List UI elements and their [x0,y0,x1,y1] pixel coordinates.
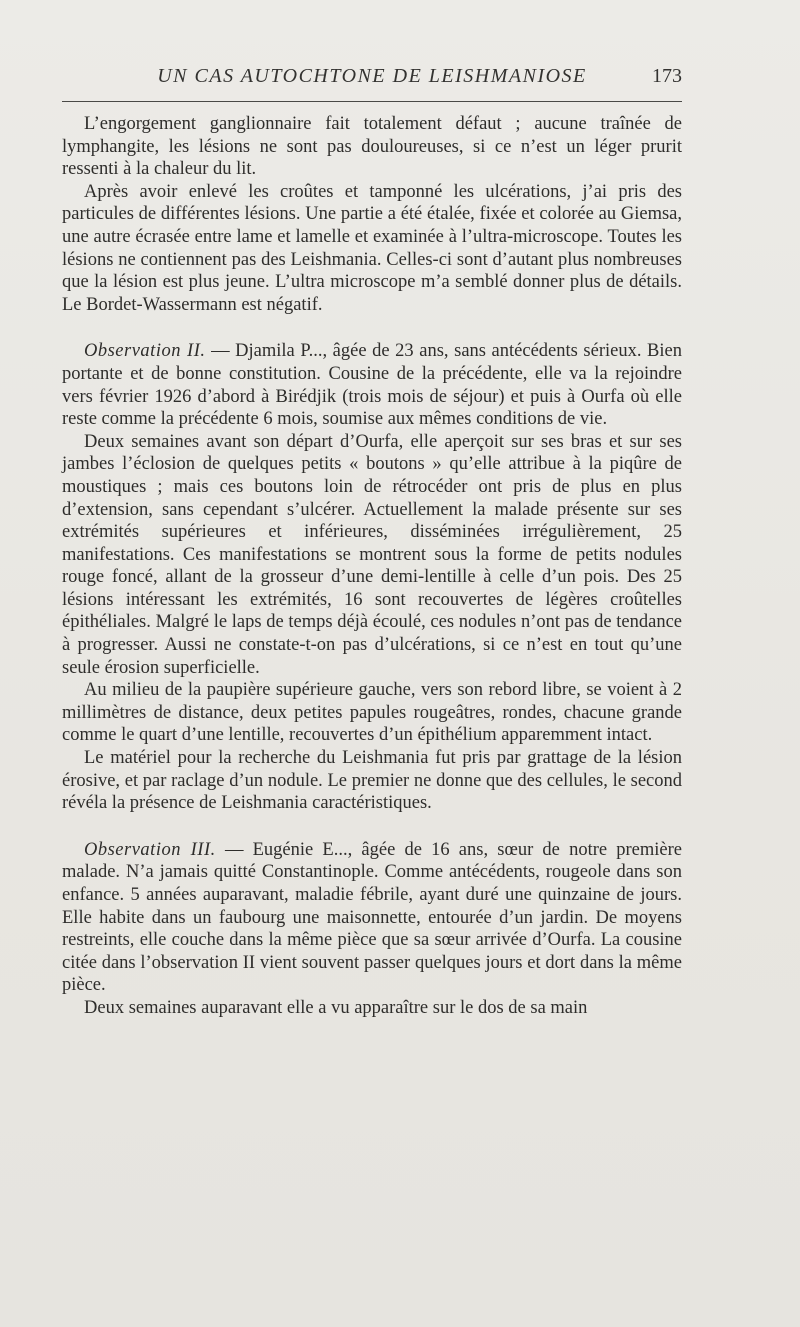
running-title: UN CAS AUTOCHTONE DE LEISHMANIOSE [157,65,587,87]
page-number: 173 [652,65,682,87]
observation-2-intro-text: — Djamila P..., âgée de 23 ans, sans antécédents sérieux. Bien portante et de bonne constitution. Cousine de la précédente, elle va la rejoindre vers février 1926 d’abord à Birédjik (trois mois de séjour) et puis à Ourfa où elle reste comme la précédente 6 mois, soumise aux mêmes conditions de vie. [62,341,682,430]
observation-3-paragraph-2: Deux semaines auparavant elle a vu apparaître sur le dos de sa main [84,997,588,1018]
paragraph-intro-2: Après avoir enlevé les croûtes et tamponné les ulcérations, j’ai pris des particules de différentes lésions. Une partie a été étalée, fixée et colorée au Giemsa, une autre écrasée entre lame et lamelle et examinée à l’ultra-microscope. Toutes les lésions ne contiennent pas des Leishmania. Celles-ci sont d’autant plus nombreuses que la lésion est plus jeune. L’ultra microscope m’a semblé donner plus de détails. Le Bordet-Wassermann est négatif. [62,181,682,315]
header-rule [62,101,682,102]
observation-2-title: Observation II. [84,341,206,362]
observation-3-title: Observation III. [84,839,216,860]
observation-2-paragraph-4: Le matériel pour la recherche du Leishmania fut pris par grattage de la lésion érosive, et par raclage d’un nodule. Le premier ne donne que des cellules, le second révéla la présence de Leishmania caractéristiques. [62,748,682,814]
observation-2-paragraph-1 [62,340,682,430]
observation-3 [62,839,682,1020]
observation-3-paragraph-1 [62,839,682,997]
observation-2-paragraph-2: Deux semaines avant son départ d’Ourfa, elle aperçoit sur ses bras et sur ses jambes l’éclosion de quelques petits « boutons » qu’elle attribue à la piqûre de moustiques ; mais ces boutons loin de rétrocéder ont pris de plus en plus d’extension, sans cependant s’ulcérer. Actuellement la malade présente sur ses extrémités supérieures et inférieures, disséminées irrégulièrement, 25 manifestations. Ces manifestations se montrent sous la forme de petits nodules rouge foncé, allant de la grosseur d’une demi-lentille à celle d’un pois. Des 25 lésions intéressant les extrémités, 16 sont recouvertes de légères croûtelles épithéliales. Malgré le laps de temps déjà écoulé, ces nodules n’ont pas de tendance à progresser. Aussi ne constate-t-on pas d’ulcérations, si ce n’est en tout qu’une seule érosion superficielle. [62,431,682,678]
paragraph-intro-1: L’engorgement ganglionnaire fait totalement défaut ; aucune traînée de lymphangite, les lésions ne sont pas douloureuses, si ce n’est un léger prurit ressenti à la chaleur du lit. [62,114,682,180]
observation-2 [62,340,682,814]
observation-3-intro-text: — Eugénie E..., âgée de 16 ans, sœur de notre première malade. N’a jamais quitté Constantinople. Comme antécédents, rougeole dans son enfance. 5 années auparavant, maladie fébrile, ayant duré une quinzaine de jours. Elle habite dans un faubourg une maisonnette, entourée d’un jardin. De moyens restreints, elle couche dans la même pièce que sa sœur arrivée d’Ourfa. La cousine citée dans l’observation II vient souvent passer quelques jours et dort dans la même pièce. [62,839,682,996]
body-text [62,113,682,1020]
page-header [62,62,682,102]
observation-2-paragraph-3: Au milieu de la paupière supérieure gauche, vers son rebord libre, se voient à 2 millimètres de distance, deux petites papules rougeâtres, rondes, chacune grande comme le quart d’une lentille, recouvertes d’un épithélium apparemment intact. [62,680,682,746]
